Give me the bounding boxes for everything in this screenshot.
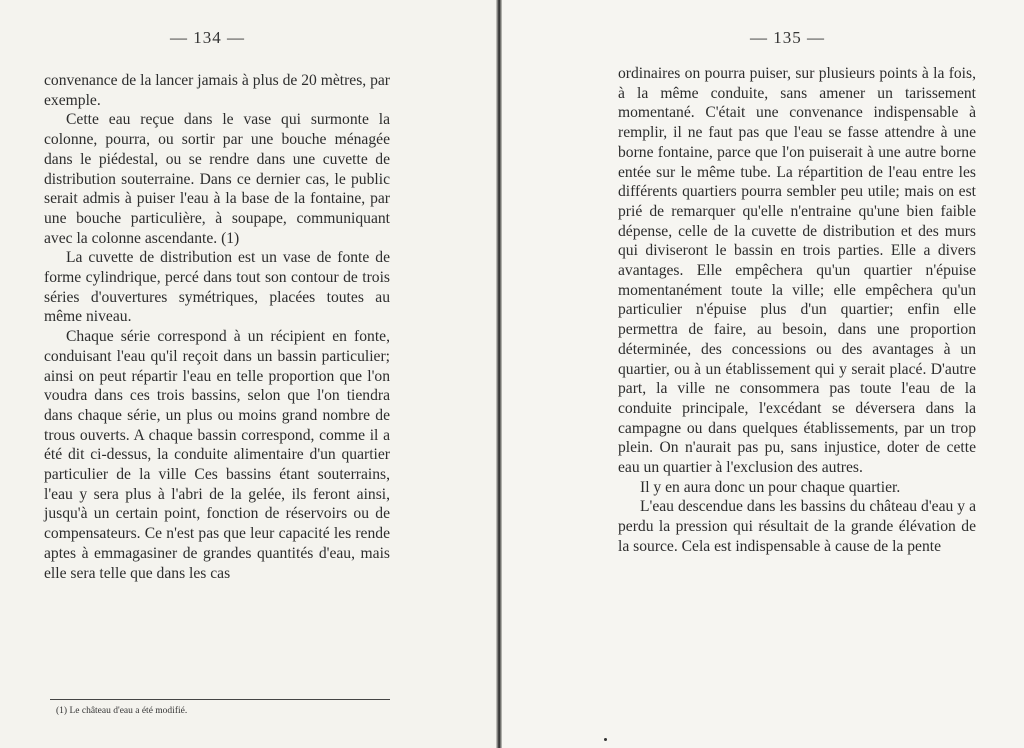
left-page [0,0,500,748]
paragraph: ordinaires on pourra puiser, sur plusieurs points à la fois, à la même conduite, sans amener un tarissement momentané. C'était une convenance indispensable à remplir, il ne faut pas que l'eau se fasse attendre à une borne fontaine, parce que l'on puiserait à une autre borne entée sur le même tube. La répartition de l'eau entre les différents quartiers pourra sembler peu utile; mais on est prié de remarquer qu'elle n'entraine qu'une bien faible dépense, celle de la cuvette de distribution et des murs qui diviseront le bassin en trois parties. Elle a divers avantages. Elle empêchera qu'un quartier n'épuise momentanément toute la ville; elle empêchera qu'un particulier n'épuise plus d'un quartier; enfin elle permettra de faire, au besoin, dans une proportion déterminée, des concessions ou des avantages à un quartier, ou à un établissement qui y serait placé. D'autre part, la ville ne consommera pas toute l'eau de la conduite principale, l'excédant se déversera dans la campagne ou dans quelques établissements, par un trop plein. On n'aurait pas pu, sans injustice, doter de cette eau un quartier à l'exclusion des autres. [618,65,976,477]
print-speck [604,738,607,741]
right-page [502,0,1024,748]
paragraph: Chaque série correspond à un récipient en fonte, conduisant l'eau qu'il reçoit dans un bassin particulier; ainsi on peut répartir l'eau en telle proportion que l'on voudra dans ces trois bassins, selon que l'on tiendra dans chaque série, un plus ou moins grand nombre de trous ouverts. A chaque bassin correspond, comme il a été dit ci-dessus, la conduite alimentaire d'un quartier particulier de la ville Ces bassins étant souterrains, l'eau y sera plus à l'abri de la gelée, ils feront ainsi, jusqu'à un certain point, fonction de réservoirs ou de compensateurs. Ce n'est pas que leur capacité les rende aptes à emmagasiner de grandes quantités d'eau, mais elle sera telle que dans les cas [44,328,390,582]
paragraph: Cette eau reçue dans le vase qui surmonte la colonne, pourra, ou sortir par une bouche ménagée dans le piédestal, ou se rendre dans une cuvette de distribution souterraine. Dans ce dernier cas, le public serait admis à puiser l'eau à la base de la fontaine, par une bouche particulière, à soupape, communiquant avec la colonne ascendante. (1) [44,111,390,247]
paragraph: Il y en aura donc un pour chaque quartier. [640,478,901,496]
paragraph: La cuvette de distribution est un vase de fonte de forme cylindrique, percé dans tout son contour de trois séries d'ouvertures symétriques, placées toutes au même niveau. [44,249,390,326]
paragraph: L'eau descendue dans les bassins du château d'eau y a perdu la pression qui résultait de la grande élévation de la source. Cela est indispensable à cause de la pente [618,498,976,555]
page-number-right: — 135 — [750,28,825,47]
right-page-body [618,64,976,557]
footnote-rule [50,699,390,700]
page-number-left: — 134 — [170,28,245,47]
left-page-body [44,71,390,583]
footnote: (1) Le château d'eau a été modifié. [56,706,188,716]
paragraph: convenance de la lancer jamais à plus de 20 mètres, par exemple. [44,72,390,109]
